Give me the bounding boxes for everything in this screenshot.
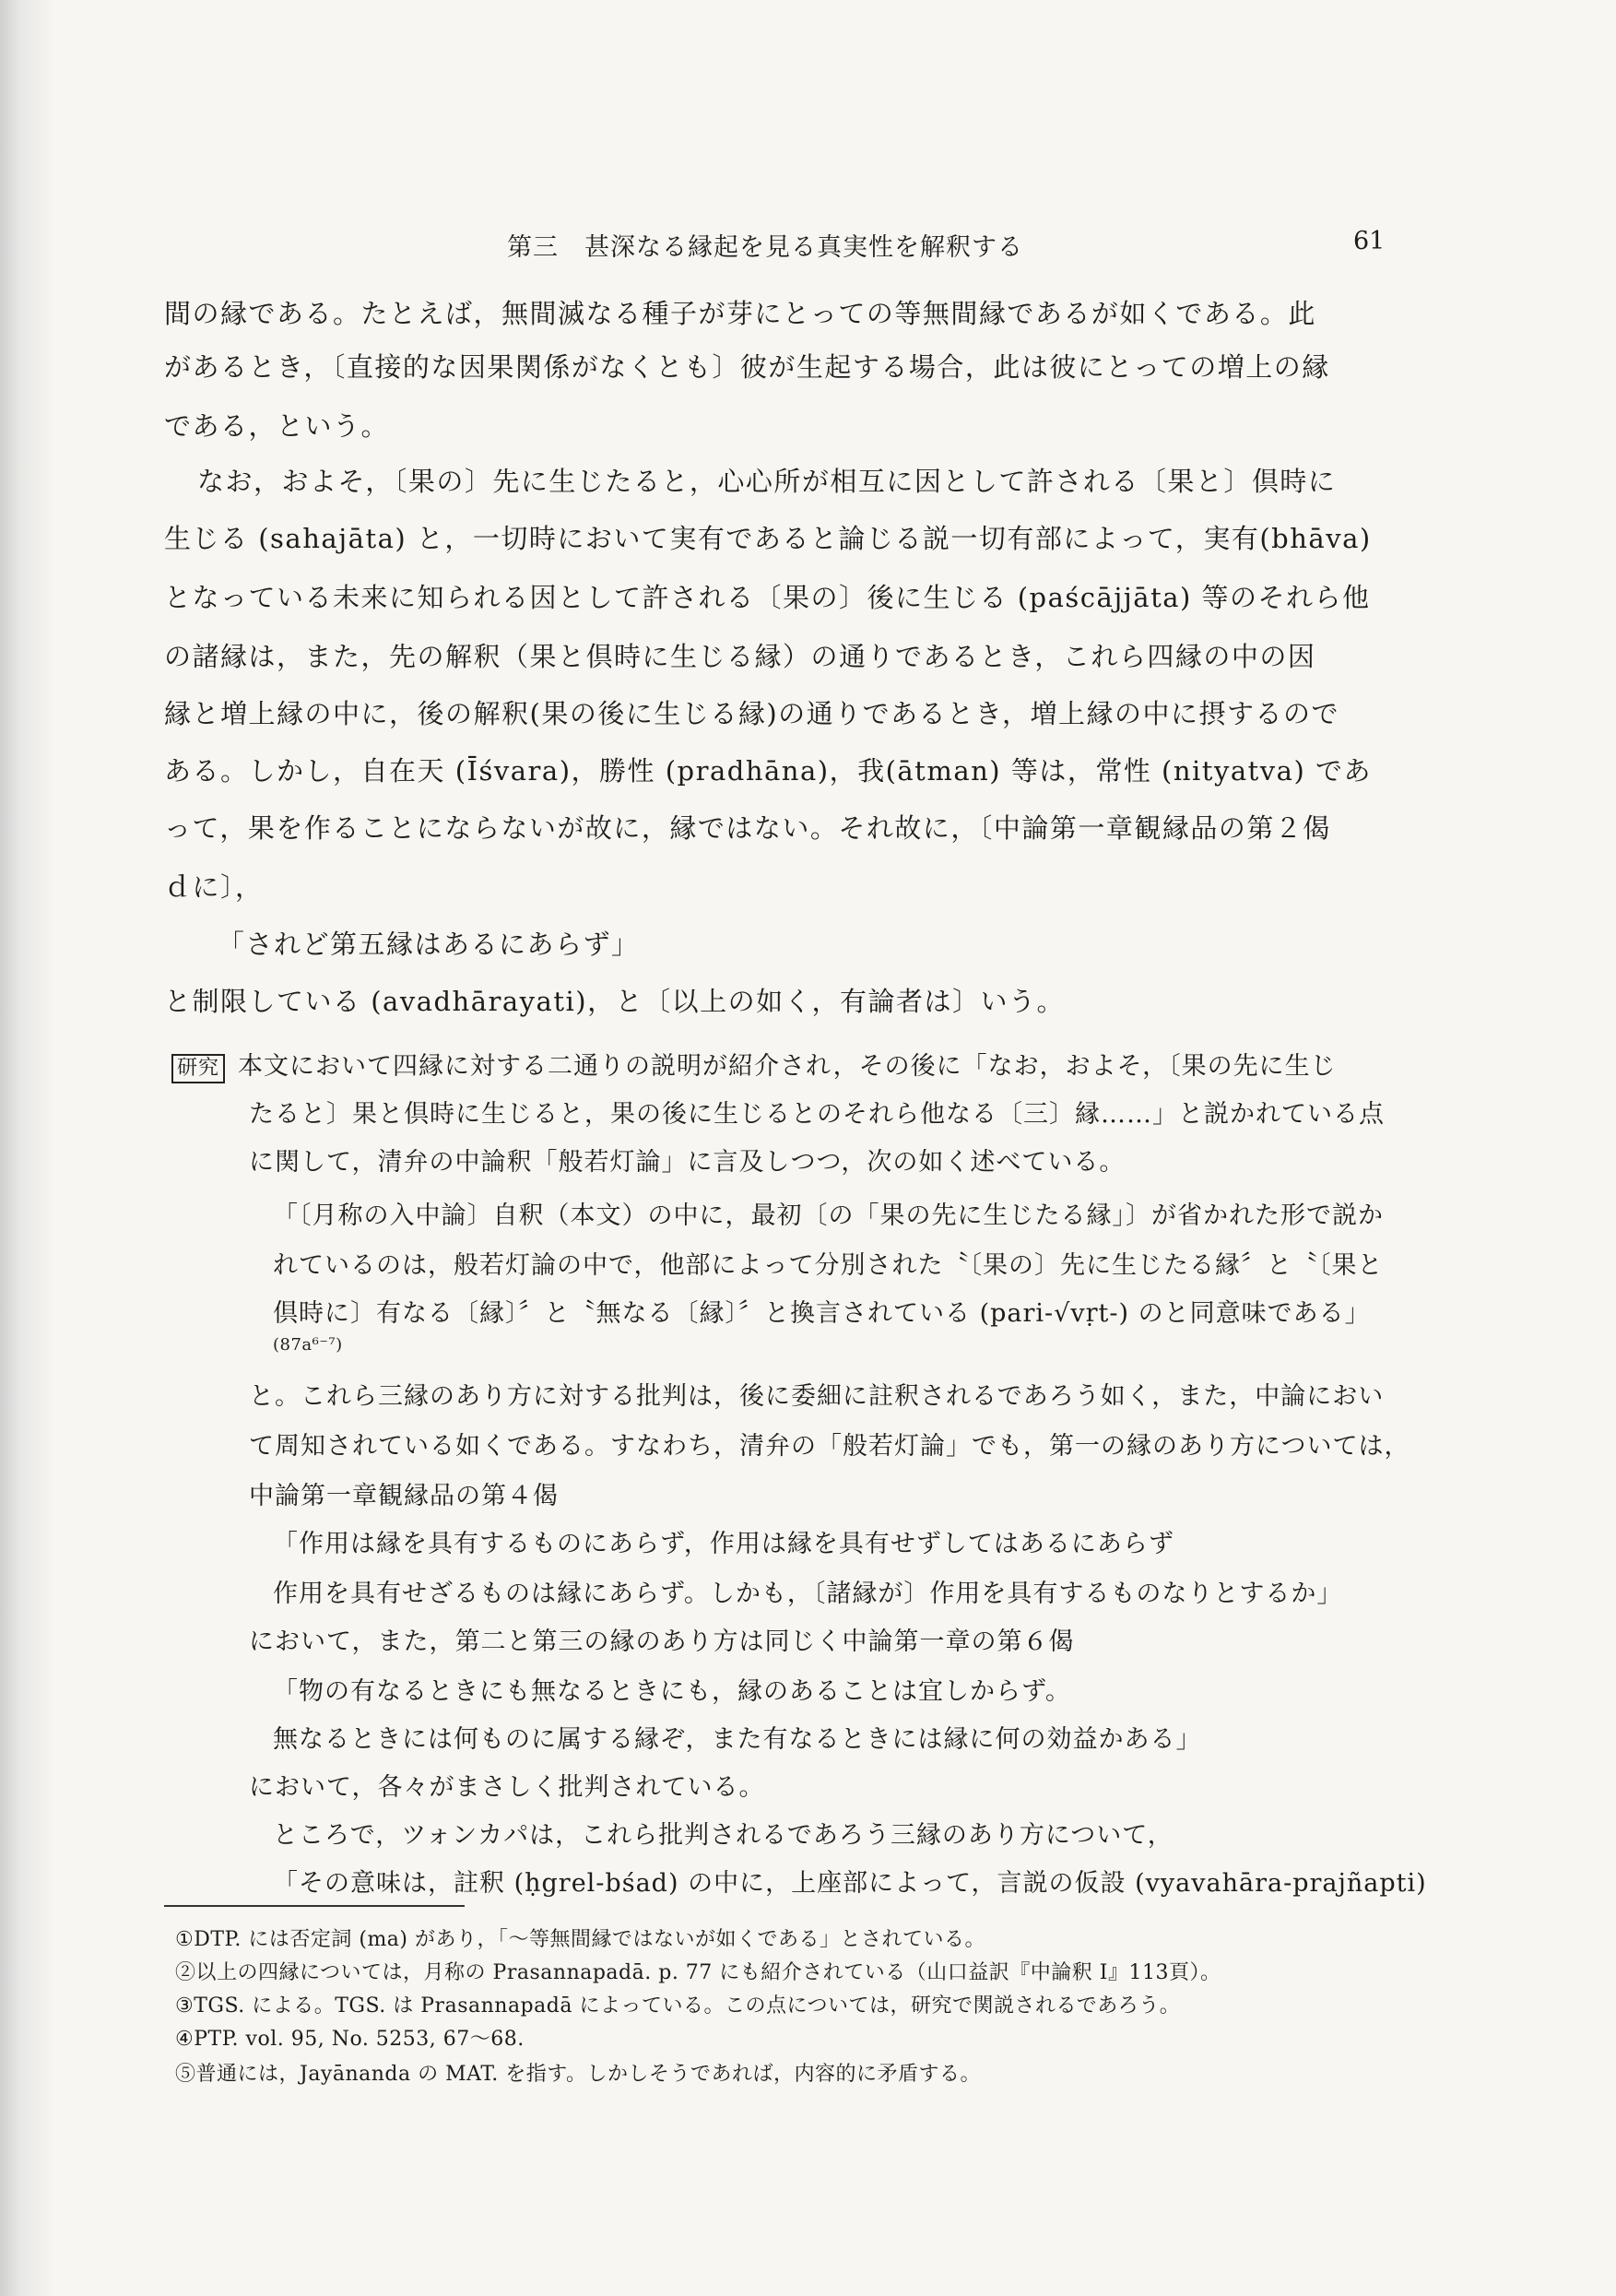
verse-line: 「物の有なるときにも無なるときにも，縁のあることは宜しからず。	[273, 1677, 1071, 1706]
text-line: ある。しかし，自在天 (Īśvara)，勝性 (pradhāna)，我(ātman) 等は，常性 (nityatva) であ	[164, 755, 1372, 787]
text-line: 間の縁である。たとえば，無間滅なる種子が芽にとっての等無間縁であるが如くである。此	[164, 298, 1316, 329]
text-line: の諸縁は，また，先の解釈（果と倶時に生じる縁）の通りであるとき，これら四縁の中の因	[164, 641, 1316, 672]
scanned-page-edge	[0, 0, 55, 2296]
research-line: 中論第一章観縁品の第４偈	[249, 1482, 559, 1510]
research-line: と。これら三縁のあり方に対する批判は，後に委細に註釈されるであろう如く，また，中論におい	[249, 1382, 1385, 1411]
research-quote-line: 「〔月称の入中論〕自釈（本文）の中に，最初〔の「果の先に生じたる縁」〕が省かれた形で説か	[273, 1201, 1384, 1230]
text-line: なお，およそ，〔果の〕先に生じたると，心心所が相互に因として許される〔果と〕倶時に	[197, 466, 1337, 497]
footnote: ①DTP. には否定詞 (ma) があり，「～等無間縁ではないが如くである」とされている。	[175, 1928, 985, 1951]
research-line: て周知されている如くである。すなわち，清弁の「般若灯論」でも，第一の縁のあり方については，	[249, 1432, 1410, 1461]
research-badge: 研究	[171, 1054, 225, 1083]
research-line: において，各々がまさしく批判されている。	[249, 1773, 765, 1802]
text-line: って，果を作ることにならないが故に，縁ではない。それ故に，〔中論第一章観縁品の第２偈	[164, 812, 1331, 844]
research-line: たると〕果と倶時に生じると，果の後に生じるとのそれら他なる〔三〕縁……」と説かれている点	[249, 1100, 1385, 1129]
research-line: ところで，ツォンカパは，これら批判されるであろう三縁のあり方について，	[273, 1821, 1174, 1850]
page-number: 61	[1353, 227, 1386, 255]
text-line: と制限している (avadhārayati)，と〔以上の如く，有論者は〕いう。	[164, 986, 1066, 1017]
text-line: があるとき，〔直接的な因果関係がなくとも〕彼が生起する場合，此は彼にとっての増上の縁	[164, 351, 1330, 383]
footnote: ⑤普通には，Jayānanda の MAT. を指す。しかしそうであれば，内容的に矛盾する。	[175, 2063, 982, 2086]
research-first-line	[171, 1046, 1337, 1083]
text-line: 生じる (sahajāta) と，一切時において実有であると論じる説一切有部によって，実有(bhāva)	[164, 523, 1372, 554]
citation-ref: (87a⁶⁻⁷)	[273, 1335, 343, 1355]
text-line: となっている未来に知られる因として許される〔果の〕後に生じる (paścājjāta) 等のそれら他	[164, 582, 1371, 613]
research-quote-line: れているのは，般若灯論の中で，他部によって分別された〝〔果の〕先に生じたる縁〞と〝〔果と	[273, 1251, 1384, 1280]
footnote: ③TGS. による。TGS. は Prasannapadā によっている。この点については，研究で関説されるであろう。	[175, 1994, 1181, 2018]
verse-line: 「作用は縁を具有するものにあらず，作用は縁を具有せずしてはあるにあらず	[273, 1530, 1174, 1558]
verse-quote: 「されど第五縁はあるにあらず」	[218, 929, 640, 960]
research-line: 本文において四縁に対する二通りの説明が紹介され，その後に「なお，およそ，〔果の先に生じ	[238, 1052, 1337, 1081]
research-quote-line: 「その意味は，註釈 (ḥgrel-bśad) の中に，上座部によって，言説の仮設 (vyavahāra-prajñapti)	[273, 1869, 1427, 1898]
verse-line: 作用を具有せざるものは縁にあらず。しかも，〔諸縁が〕作用を具有するものなりとするか」	[273, 1580, 1343, 1608]
text-line: である，という。	[164, 410, 390, 442]
text-line: 縁と増上縁の中に，後の解釈(果の後に生じる縁)の通りであるとき，増上縁の中に摂するので	[164, 698, 1339, 729]
footnote: ④PTP. vol. 95, No. 5253, 67～68.	[175, 2028, 525, 2051]
text-line: ｄに〕，	[164, 871, 264, 903]
research-line: において，また，第二と第三の縁のあり方は同じく中論第一章の第６偈	[249, 1627, 1075, 1656]
research-line: に関して，清弁の中論釈「般若灯論」に言及しつつ，次の如く述べている。	[249, 1148, 1126, 1177]
research-quote-line: 倶時に〕有なる〔縁〕〞と〝無なる〔縁〕〞と換言されている (pari-√vṛt-) のと同意味である」	[273, 1299, 1371, 1328]
verse-line: 無なるときには何ものに属する縁ぞ，また有なるときには縁に何の効益かある」	[273, 1725, 1202, 1754]
running-header-title: 第三 甚深なる縁起を見る真実性を解釈する	[507, 233, 1023, 262]
footnote: ②以上の四縁については，月称の Prasannapadā. p. 77 にも紹介されている（山口益訳『中論釈 Ⅰ』113頁）。	[175, 1961, 1221, 1984]
footnote-divider	[164, 1905, 465, 1907]
